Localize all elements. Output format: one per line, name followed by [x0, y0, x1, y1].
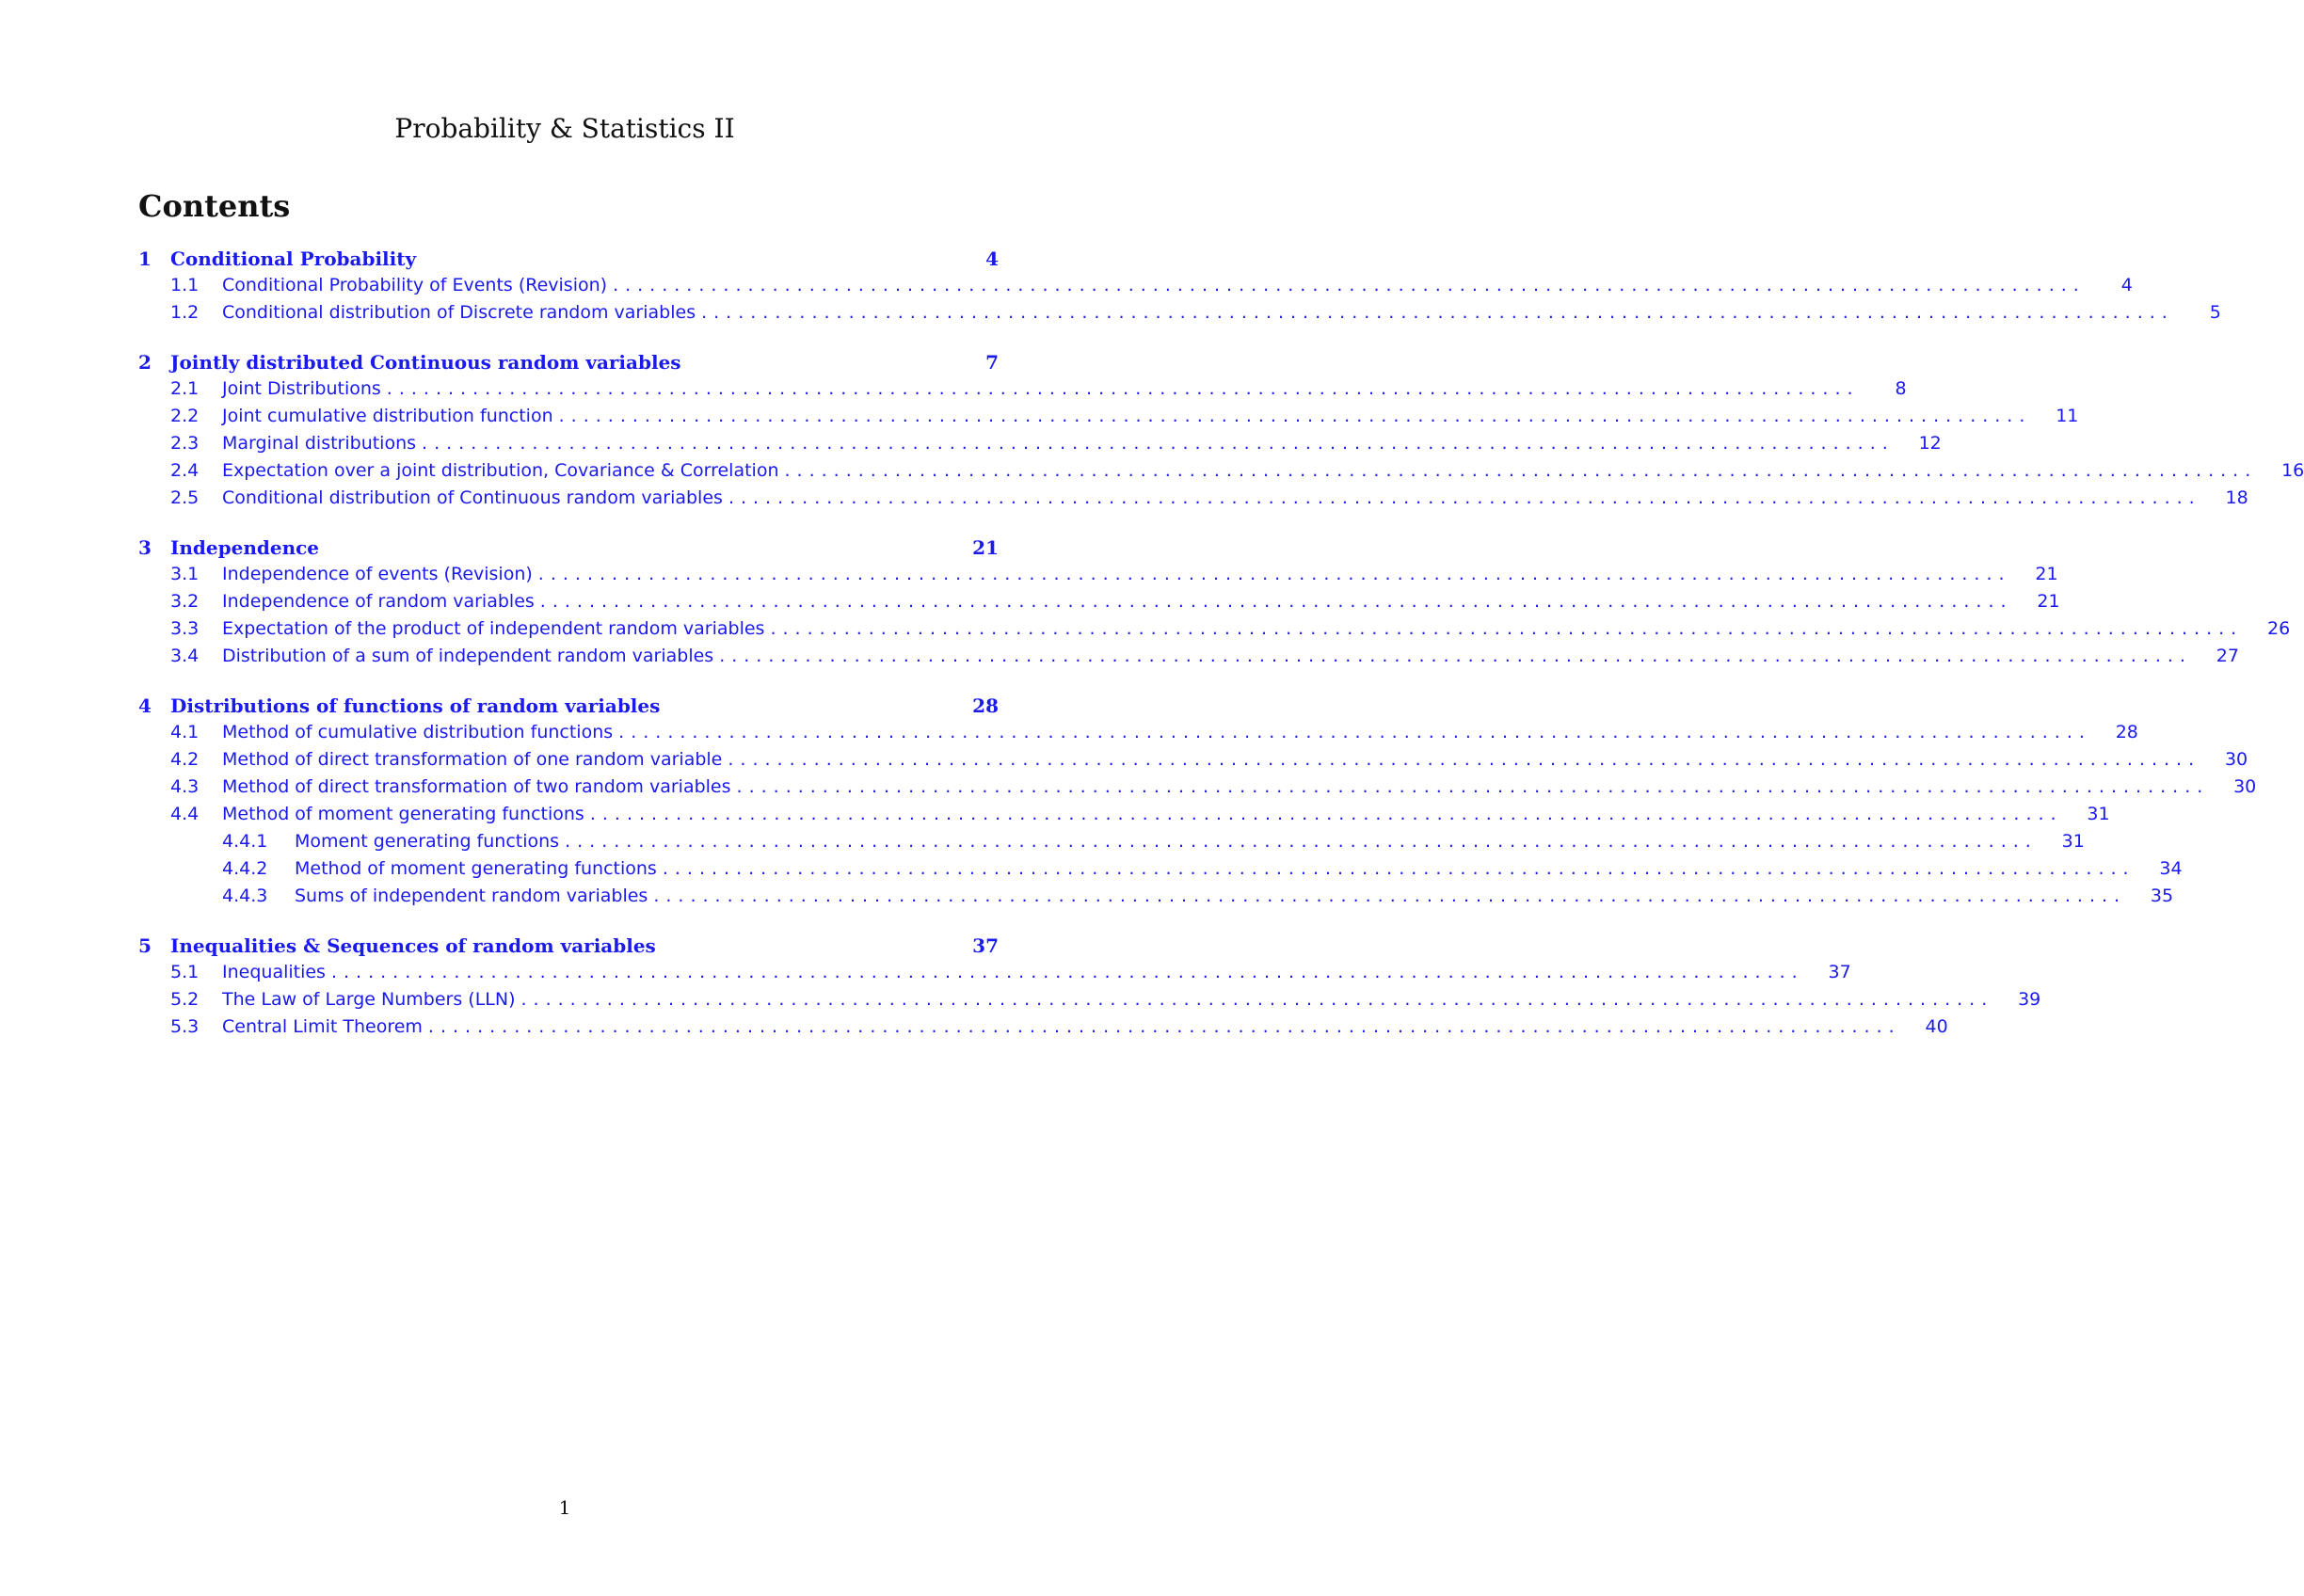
toc-subsection-3-3[interactable] — [138, 618, 2291, 646]
toc-subsection-2-5[interactable] — [138, 487, 2248, 515]
toc-subsection-number: 5.1 — [170, 962, 200, 982]
toc-subsection-1-1[interactable] — [138, 275, 2133, 302]
toc-subsection-3-2[interactable] — [138, 591, 2060, 618]
toc-page-number: 7 — [985, 351, 999, 374]
toc-subsection-5-2[interactable] — [138, 989, 2041, 1016]
toc-subsection-title: Distribution of a sum of independent random variables — [222, 646, 714, 666]
toc-subsection-title: Method of cumulative distribution functions — [222, 722, 614, 742]
toc-subsection-2-1[interactable] — [138, 378, 1907, 406]
toc-page-number: 30 — [2233, 776, 2257, 797]
toc-page-number: 40 — [1925, 1016, 1948, 1037]
document-title: Probability & Statistics II — [394, 113, 735, 144]
toc-page-number: 35 — [2150, 886, 2174, 906]
toc-subsection-title: Expectation of the product of independent random variables — [222, 618, 765, 639]
toc-section-title: Distributions of functions of random variables — [170, 694, 661, 717]
toc-subsection-number: 3.4 — [170, 646, 200, 666]
toc-subsection-number: 3.2 — [170, 591, 200, 612]
toc-subsection-title: Method of direct transformation of two random variables — [222, 776, 731, 797]
dot-leader: ........................................................................................................................ — [770, 618, 2244, 639]
toc-page-number: 31 — [2061, 831, 2085, 852]
toc-subsection-number: 2.3 — [170, 433, 200, 454]
toc-subsection-number: 3.3 — [170, 618, 200, 639]
table-of-contents — [138, 247, 2304, 1044]
toc-subsection-number: 2.2 — [170, 406, 200, 426]
toc-subsection-4-2[interactable] — [138, 749, 2248, 776]
toc-page-number: 39 — [2018, 989, 2041, 1010]
toc-page-number: 28 — [2115, 722, 2138, 742]
toc-page-number: 37 — [1828, 962, 1851, 982]
toc-subsection-number: 2.4 — [170, 460, 200, 481]
toc-subsection-1-2[interactable] — [138, 302, 2221, 329]
toc-page-number: 5 — [2209, 302, 2221, 323]
dot-leader: ........................................................................................................................ — [565, 831, 2038, 852]
toc-subsection-number: 5.3 — [170, 1016, 200, 1037]
dot-leader: ........................................................................................................................ — [589, 804, 2063, 824]
toc-subsection-title: Joint cumulative distribution function — [222, 406, 553, 426]
toc-page-number: 21 — [2037, 591, 2060, 612]
toc-subsection-title: Marginal distributions — [222, 433, 417, 454]
toc-subsection-title: Joint Distributions — [222, 378, 381, 399]
toc-section-title: Conditional Probability — [170, 247, 417, 270]
toc-page-number: 34 — [2159, 858, 2183, 879]
toc-subsection-number: 4.4 — [170, 804, 200, 824]
toc-section-5[interactable] — [138, 934, 999, 962]
toc-subsection-title: Method of direct transformation of one random variable — [222, 749, 723, 770]
toc-subsection-title: Expectation over a joint distribution, Covariance & Correlation — [222, 460, 779, 481]
dot-leader: ........................................................................................................................ — [422, 433, 1895, 454]
toc-section-title: Independence — [170, 536, 320, 559]
toc-subsubsection-number: 4.4.1 — [222, 831, 268, 852]
toc-page-number: 4 — [985, 247, 999, 270]
toc-page-number: 11 — [2056, 406, 2079, 426]
dot-leader: ........................................................................................................................ — [653, 886, 2127, 906]
toc-section-title: Jointly distributed Continuous random variables — [170, 351, 681, 374]
toc-subsection-title: Central Limit Theorem — [222, 1016, 423, 1037]
toc-subsection-number: 4.2 — [170, 749, 200, 770]
dot-leader: ........................................................................................................................ — [558, 406, 2032, 426]
toc-section-number: 3 — [138, 536, 152, 559]
toc-subsection-title: Independence of events (Revision) — [222, 564, 533, 584]
dot-leader: ........................................................................................................................ — [386, 378, 1860, 399]
toc-page-number: 37 — [972, 934, 999, 957]
page-number: 1 — [558, 1496, 571, 1519]
dot-leader: ........................................................................................................................ — [728, 749, 2201, 770]
dot-leader: ........................................................................................................................ — [330, 962, 1804, 982]
toc-page-number: 26 — [2267, 618, 2291, 639]
toc-section-number: 1 — [138, 247, 152, 270]
toc-subsubsection-4-4-2[interactable] — [138, 858, 2183, 886]
toc-subsection-4-1[interactable] — [138, 722, 2138, 749]
toc-subsection-3-1[interactable] — [138, 564, 2058, 591]
dot-leader: ........................................................................................................................ — [662, 858, 2136, 879]
toc-subsection-3-4[interactable] — [138, 646, 2239, 673]
toc-page-number: 8 — [1895, 378, 1907, 399]
toc-subsection-title: Conditional distribution of Discrete random variables — [222, 302, 696, 323]
toc-subsection-title: Method of moment generating functions — [222, 804, 584, 824]
contents-heading: Contents — [138, 188, 291, 224]
toc-subsection-title: Inequalities — [222, 962, 326, 982]
toc-subsubsection-title: Method of moment generating functions — [295, 858, 657, 879]
toc-section-2[interactable] — [138, 351, 999, 378]
toc-subsection-title: Independence of random variables — [222, 591, 535, 612]
dot-leader: ........................................................................................................................ — [427, 1016, 1901, 1037]
toc-subsection-5-3[interactable] — [138, 1016, 1948, 1044]
toc-subsection-number: 5.2 — [170, 989, 200, 1010]
dot-leader: ........................................................................................................................ — [719, 646, 2192, 666]
toc-subsubsection-title: Sums of independent random variables — [295, 886, 648, 906]
toc-subsection-number: 4.1 — [170, 722, 200, 742]
toc-subsection-number: 2.5 — [170, 487, 200, 508]
dot-leader: ........................................................................................................................ — [539, 591, 2013, 612]
toc-section-number: 2 — [138, 351, 152, 374]
toc-page-number: 16 — [2281, 460, 2304, 481]
toc-subsubsection-number: 4.4.3 — [222, 886, 268, 906]
dot-leader: ........................................................................................................................ — [736, 776, 2210, 797]
dot-leader: ........................................................................................................................ — [520, 989, 1994, 1010]
toc-subsection-2-4[interactable] — [138, 460, 2304, 487]
toc-subsection-4-3[interactable] — [138, 776, 2257, 804]
dot-leader: ........................................................................................................................ — [618, 722, 2091, 742]
toc-page-number: 27 — [2216, 646, 2239, 666]
toc-subsection-2-2[interactable] — [138, 406, 2079, 433]
toc-subsection-number: 1.2 — [170, 302, 200, 323]
toc-section-1[interactable] — [138, 247, 999, 275]
toc-subsubsection-number: 4.4.2 — [222, 858, 268, 879]
toc-page-number: 31 — [2087, 804, 2110, 824]
toc-page-number: 12 — [1918, 433, 1942, 454]
dot-leader: ........................................................................................................................ — [784, 460, 2258, 481]
toc-subsection-title: Conditional Probability of Events (Revision) — [222, 275, 608, 295]
toc-subsection-4-4[interactable] — [138, 804, 2110, 831]
toc-subsubsection-4-4-3[interactable] — [138, 886, 2174, 913]
toc-page-number: 21 — [972, 536, 999, 559]
toc-subsubsection-title: Moment generating functions — [295, 831, 560, 852]
toc-section-title: Inequalities & Sequences of random variables — [170, 934, 656, 957]
toc-subsection-2-3[interactable] — [138, 433, 1942, 460]
toc-page-number: 21 — [2035, 564, 2058, 584]
dot-leader: ........................................................................................................................ — [701, 302, 2174, 323]
toc-subsection-5-1[interactable] — [138, 962, 1851, 989]
toc-subsection-title: Conditional distribution of Continuous random variables — [222, 487, 723, 508]
toc-subsection-number: 3.1 — [170, 564, 200, 584]
toc-section-4[interactable] — [138, 694, 999, 722]
toc-subsection-number: 1.1 — [170, 275, 200, 295]
toc-section-number: 4 — [138, 694, 152, 717]
dot-leader: ........................................................................................................................ — [537, 564, 2011, 584]
toc-section-3[interactable] — [138, 536, 999, 564]
toc-page-number: 18 — [2225, 487, 2248, 508]
toc-page-number: 4 — [2120, 275, 2133, 295]
toc-section-number: 5 — [138, 934, 152, 957]
dot-leader: ........................................................................................................................ — [613, 275, 2086, 295]
toc-subsection-number: 4.3 — [170, 776, 200, 797]
toc-subsection-number: 2.1 — [170, 378, 200, 399]
toc-subsubsection-4-4-1[interactable] — [138, 831, 2085, 858]
toc-page-number: 30 — [2224, 749, 2248, 770]
toc-page-number: 28 — [972, 694, 999, 717]
toc-subsection-title: The Law of Large Numbers (LLN) — [222, 989, 516, 1010]
dot-leader: ........................................................................................................................ — [728, 487, 2201, 508]
